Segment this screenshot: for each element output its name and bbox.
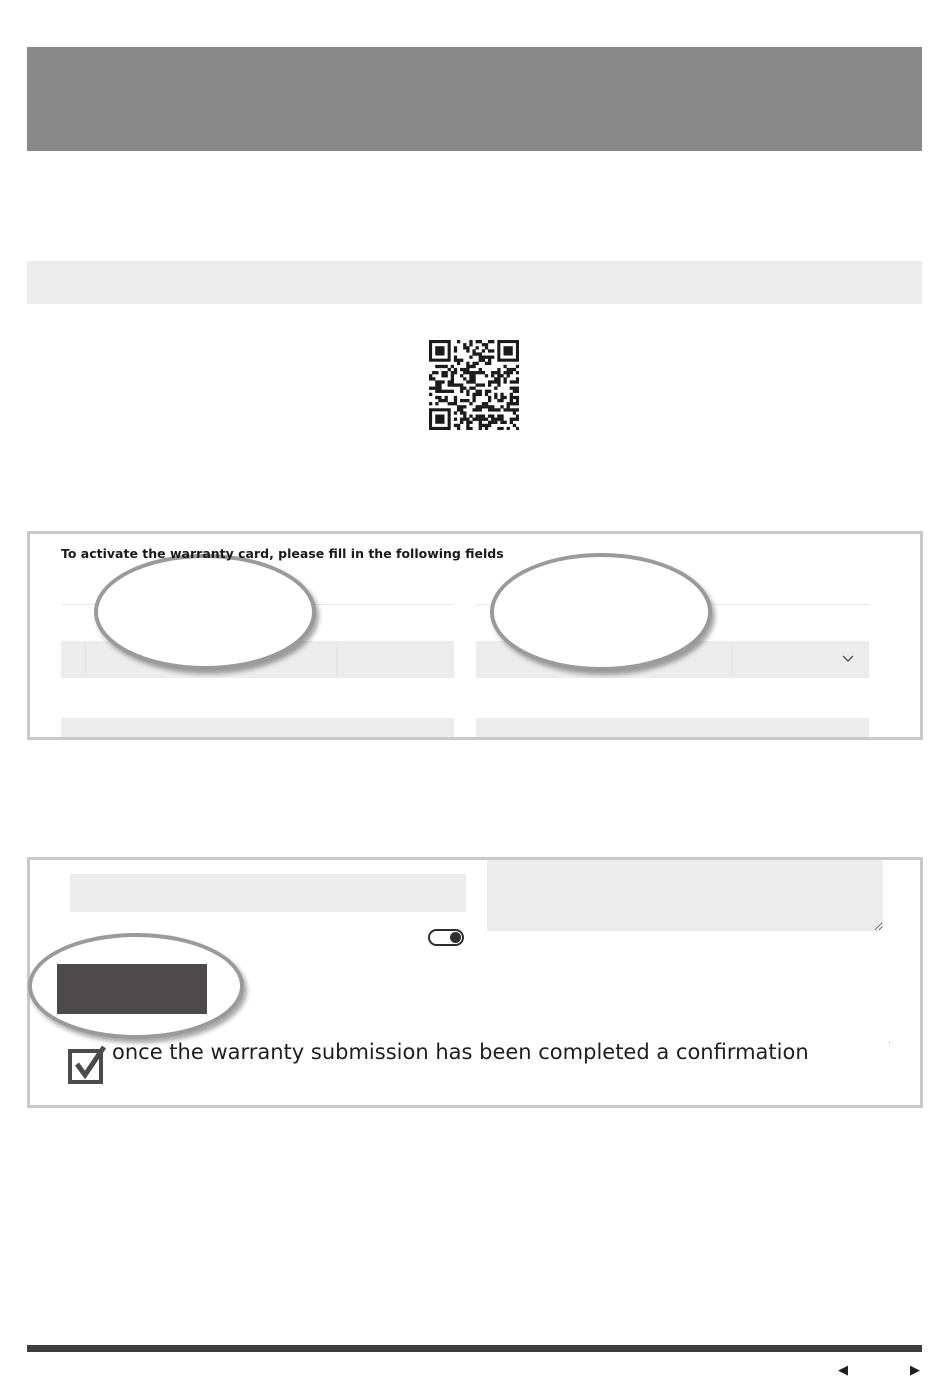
checkbox-checked-icon[interactable] — [68, 1044, 108, 1084]
header-banner — [27, 47, 922, 151]
previous-page-arrow-icon[interactable]: ◀ — [838, 1363, 848, 1378]
serial-number-input[interactable] — [70, 874, 466, 912]
consent-toggle[interactable] — [428, 929, 464, 946]
warranty-submission-panel — [27, 857, 923, 1108]
confirmation-text: once the warranty submission has been completed a confirmation — [112, 1040, 809, 1064]
next-page-arrow-icon[interactable]: ▶ — [910, 1363, 920, 1378]
highlight-oval-right — [490, 553, 712, 671]
warranty-activation-panel — [27, 531, 923, 740]
section-banner — [27, 261, 922, 304]
submit-button[interactable] — [57, 964, 207, 1014]
message-textarea[interactable] — [487, 860, 883, 931]
highlight-oval-left — [94, 554, 316, 670]
phone-field[interactable] — [476, 718, 869, 740]
form-instruction: To activate the warranty card, please fill in the following fields — [61, 546, 504, 561]
toggle-knob — [450, 932, 461, 943]
chevron-down-icon — [841, 651, 855, 665]
qr-code-icon — [429, 340, 519, 430]
footer-rule — [27, 1345, 922, 1352]
email-field[interactable] — [61, 718, 454, 740]
decorative-dot — [889, 1042, 890, 1043]
